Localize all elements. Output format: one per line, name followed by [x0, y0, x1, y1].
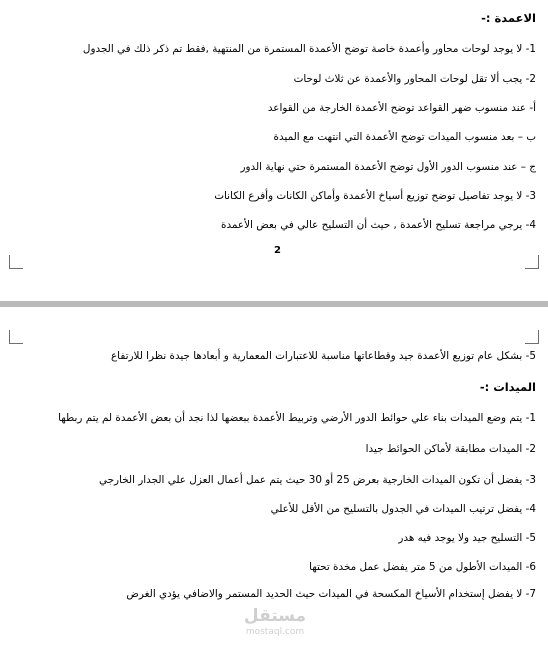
- crop-mark: [9, 255, 10, 269]
- list-item: 4- يرجي مراجعة تسليح الأعمدة , حيث أن التسليح عالي في بعض الأعمدة: [221, 219, 536, 231]
- crop-mark: [525, 343, 539, 344]
- watermark-url: mostaql.com: [245, 627, 305, 637]
- list-item: 5- بشكل عام توزيع الأعمدة جيد وقطاعاتها مناسبة للاعتبارات المعمارية و أبعادها جيدة نظرا للارتفاع: [110, 350, 536, 362]
- separator-bar: [0, 301, 548, 307]
- document-page-2: [0, 316, 548, 652]
- list-item: 2- الميدات مطابقة لأماكن الحوائط جيدا: [365, 443, 536, 455]
- mostaql-watermark: [240, 606, 310, 646]
- list-item: 2- يجب ألا تقل لوحات المحاور والأعمدة عن ثلاث لوحات: [293, 73, 536, 85]
- list-item: 6- الميدات الأطول من 5 متر يفضل عمل مخدة تحتها: [309, 561, 536, 573]
- list-item: 1- يتم وضع الميدات بناء علي حوائط الدور الأرضي وتربيط الأعمدة ببعضها لذا نجد أن بعض الأعمدة لم يتم ربطها: [58, 412, 536, 424]
- crop-mark: [9, 268, 23, 269]
- document-page-1: [0, 0, 548, 276]
- page-separator: [0, 276, 548, 316]
- crop-mark: [538, 330, 539, 344]
- watermark-logo-text: مستقل: [243, 606, 307, 626]
- list-item: 3- يفضل أن تكون الميدات الخارجية بعرض 25 أو 30 حيث يتم عمل أعمال العزل علي الجدار الخارجي: [98, 474, 536, 486]
- list-item: 1- لا يوجد لوحات محاور وأعمدة خاصة توضح الأعمدة المستمرة من المنتهية ,فقط تم ذكر ذلك في الجدول: [82, 43, 536, 55]
- crop-mark: [525, 268, 539, 269]
- crop-mark: [9, 343, 23, 344]
- crop-mark: [9, 330, 10, 344]
- list-item: ج – عند منسوب الدور الأول توضح الأعمدة المستمرة حتي نهاية الدور: [240, 161, 536, 173]
- list-item: 3- لا يوجد تفاصيل توضح توزيع أسياخ الأعمدة وأماكن الكانات وأفرع الكانات: [214, 190, 536, 202]
- page-number: 2: [274, 245, 281, 256]
- crop-mark: [538, 255, 539, 269]
- list-item: 4- يفضل ترتيب الميدات في الجدول بالتسليح من الأقل للأعلي: [270, 503, 536, 515]
- list-item: 5- التسليح جيد ولا يوجد فيه هدر: [398, 532, 536, 544]
- list-item: 7- لا يفضل إستخدام الأسياخ المكسحة في الميدات حيث الحديد المستمر والاضافي يؤدي الغرض: [126, 588, 536, 600]
- beams-heading: الميدات :-: [479, 380, 536, 394]
- list-item: ب – بعد منسوب الميدات توضح الأعمدة التي انتهت مع الميدة: [273, 131, 536, 143]
- list-item: أ- عند منسوب ضهر القواعد توضح الأعمدة الخارجة من القواعد: [267, 102, 536, 114]
- columns-heading: الاعمدة :-: [481, 11, 536, 25]
